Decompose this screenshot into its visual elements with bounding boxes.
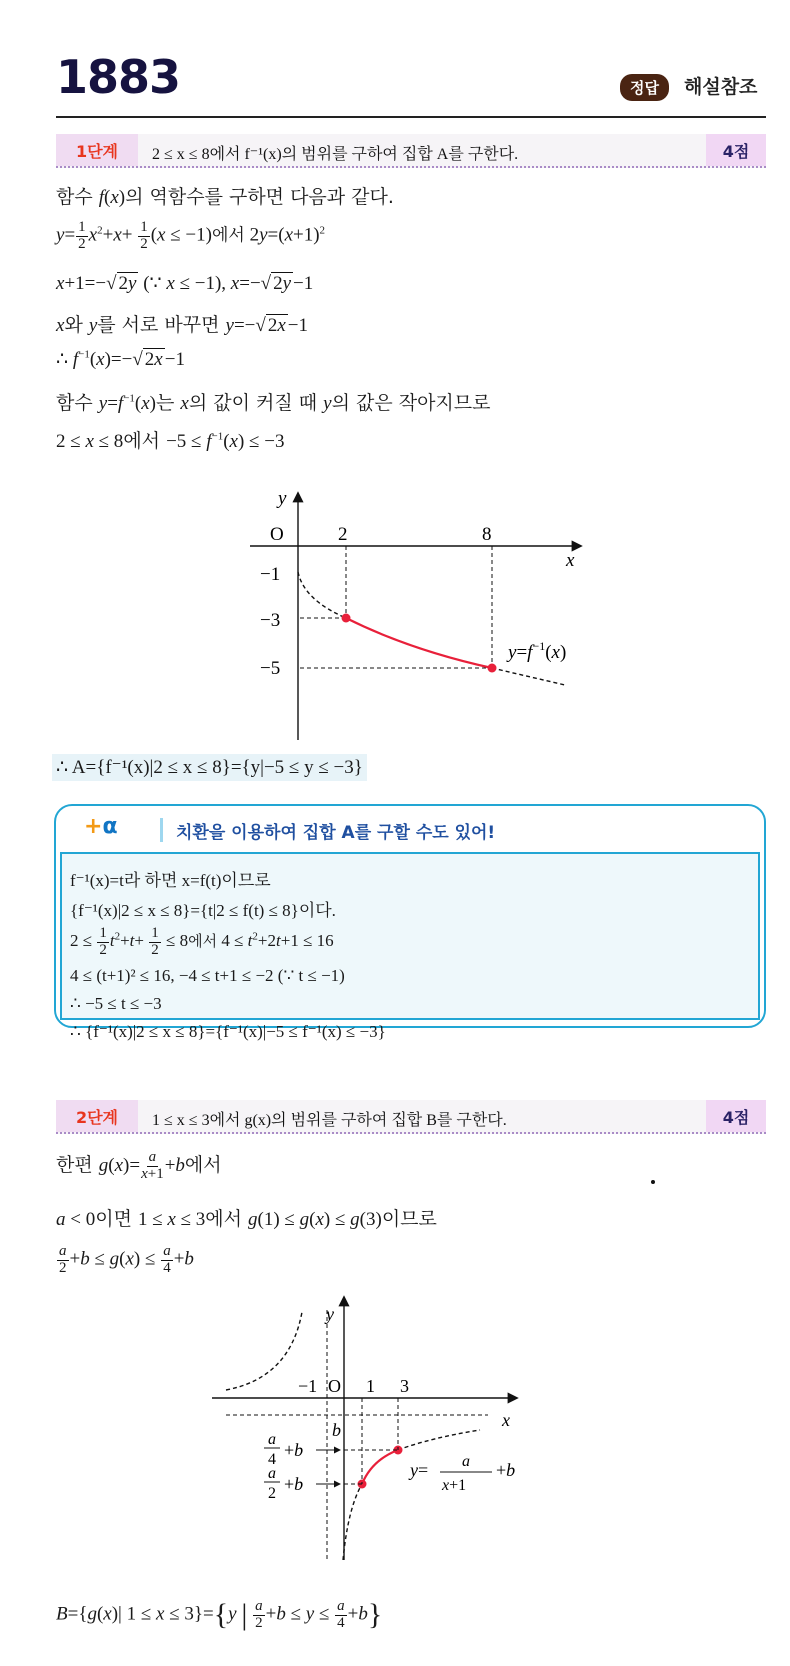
step2-line-1: 한편 g(x)= $\frac{a}{x+1}$ +b에서 bbox=[56, 1149, 222, 1183]
step2-score: 4점 bbox=[706, 1100, 766, 1132]
svg-text:−5: −5 bbox=[260, 658, 281, 679]
svg-text:x: x bbox=[502, 1410, 510, 1430]
rational-function-graph bbox=[210, 1290, 570, 1560]
svg-text:y=: y= bbox=[410, 1460, 429, 1480]
header-divider bbox=[56, 116, 766, 118]
step1-description: 2 ≤ x ≤ 8에서 f⁻¹(x)의 범위를 구하여 집합 A를 구한다. bbox=[152, 146, 519, 163]
problem-number: 1883 bbox=[56, 50, 181, 104]
svg-text:4: 4 bbox=[268, 1451, 276, 1468]
step2-line-3: $\frac{a}{2}$ +b ≤ g(x) ≤ $\frac{a}{4}$ +b bbox=[59, 1243, 194, 1276]
step1-score: 4점 bbox=[706, 134, 766, 166]
svg-text:2: 2 bbox=[338, 524, 348, 545]
step2-tag: 2단계 bbox=[56, 1100, 138, 1132]
step1-line-3: x+1=−√ 2y (∵ x ≤ −1), x=−√ 2y −1 bbox=[56, 273, 314, 294]
step1-line-7: 2 ≤ x ≤ 8에서 $-5 \le f^{-1}(x) \le -3$ bbox=[56, 430, 285, 452]
svg-text:−1: −1 bbox=[260, 564, 281, 585]
step1-line-2: y= $\frac{1}{2}$ $x^2+x+$ $\frac{1}{2}$ (x ≤ −1)에서 $2y=(x+1)^2$ bbox=[56, 219, 326, 252]
svg-text:−1: −1 bbox=[298, 1376, 318, 1396]
step1-line-6: 함수 $y=f^{-1}(x)$는 x의 값이 커질 때 y의 값은 작아지므로 bbox=[56, 392, 491, 414]
svg-text:x: x bbox=[566, 550, 575, 571]
svg-text:3: 3 bbox=[400, 1376, 409, 1396]
alpha-divider bbox=[160, 818, 163, 842]
svg-text:a: a bbox=[268, 1465, 276, 1482]
svg-text:O: O bbox=[328, 1376, 341, 1396]
svg-text:y: y bbox=[326, 1304, 334, 1324]
step1-line-1: 함수 f(x)의 역함수를 구하면 다음과 같다. bbox=[56, 186, 394, 208]
answer-text: 해설참조 bbox=[684, 76, 758, 98]
step2-line-2: a < 0이면 1 ≤ x ≤ 3에서 g(1) ≤ g(x) ≤ g(3)이므로 bbox=[56, 1208, 437, 1230]
plus-alpha-icon: +α bbox=[84, 814, 118, 839]
step2-conclusion: B={g(x)| 1 ≤ x ≤ 3}={y | $\frac{a}{2}$ +b ≤ y ≤ $\frac{a}{4}$ +b} bbox=[56, 1597, 383, 1631]
alpha-line-3: 2 ≤ $\frac{1}{2}$ $t^2+t+$ $\frac{1}{2}$ ≤ 8에서 $4 \le t^2+2t+1 \le 16$ bbox=[70, 925, 334, 958]
alpha-line-1: f⁻¹(x)=t라 하면 x=f(t)이므로 bbox=[70, 871, 271, 890]
svg-text:8: 8 bbox=[482, 524, 492, 545]
svg-text:a: a bbox=[268, 1431, 276, 1448]
alpha-line-4: 4 ≤ (t+1)² ≤ 16, −4 ≤ t+1 ≤ −2 (∵ t ≤ −1) bbox=[70, 966, 345, 985]
step1-tag: 1단계 bbox=[56, 134, 138, 166]
alpha-line-5: ∴ −5 ≤ t ≤ −3 bbox=[70, 994, 162, 1013]
svg-text:b: b bbox=[332, 1420, 341, 1440]
svg-text:x+1: x+1 bbox=[442, 1477, 467, 1494]
step2-description: 1 ≤ x ≤ 3에서 g(x)의 범위를 구하여 집합 B를 구한다. bbox=[152, 1112, 507, 1129]
step1-line-4: x와 y를 서로 바꾸면 y=−√ 2x −1 bbox=[56, 314, 308, 336]
step2-header bbox=[56, 1100, 766, 1134]
svg-text:+b: +b bbox=[284, 1440, 304, 1460]
step1-line-5: ∴ $f^{-1}(x)=-√$ 2x −1 bbox=[56, 348, 185, 370]
svg-text:−3: −3 bbox=[260, 610, 281, 631]
stray-mark bbox=[651, 1180, 655, 1184]
answer-badge: 정답 bbox=[620, 74, 669, 101]
alpha-title: 치환을 이용하여 집합 A를 구할 수도 있어! bbox=[176, 823, 496, 843]
svg-text:+b: +b bbox=[496, 1460, 516, 1480]
inverse-function-graph bbox=[220, 460, 620, 740]
svg-text:+b: +b bbox=[284, 1474, 304, 1494]
svg-text:O: O bbox=[270, 524, 284, 545]
alpha-line-2: {f⁻¹(x)|2 ≤ x ≤ 8}={t|2 ≤ f(t) ≤ 8}이다. bbox=[70, 901, 336, 920]
svg-text:y=f−1(x): $y=f^{-1}(x)$ bbox=[508, 639, 567, 663]
svg-text:1: 1 bbox=[366, 1376, 375, 1396]
step1-header bbox=[56, 134, 766, 168]
svg-text:y: y bbox=[278, 488, 287, 509]
svg-text:2: 2 bbox=[268, 1485, 276, 1502]
svg-text:a: a bbox=[462, 1453, 470, 1470]
step1-conclusion: ∴ A={f⁻¹(x)|2 ≤ x ≤ 8}={y|−5 ≤ y ≤ −3} bbox=[52, 754, 367, 781]
alpha-line-6: ∴ {f⁻¹(x)|2 ≤ x ≤ 8}={f⁻¹(x)|−5 ≤ f⁻¹(x) ≤ −3} bbox=[70, 1022, 386, 1041]
